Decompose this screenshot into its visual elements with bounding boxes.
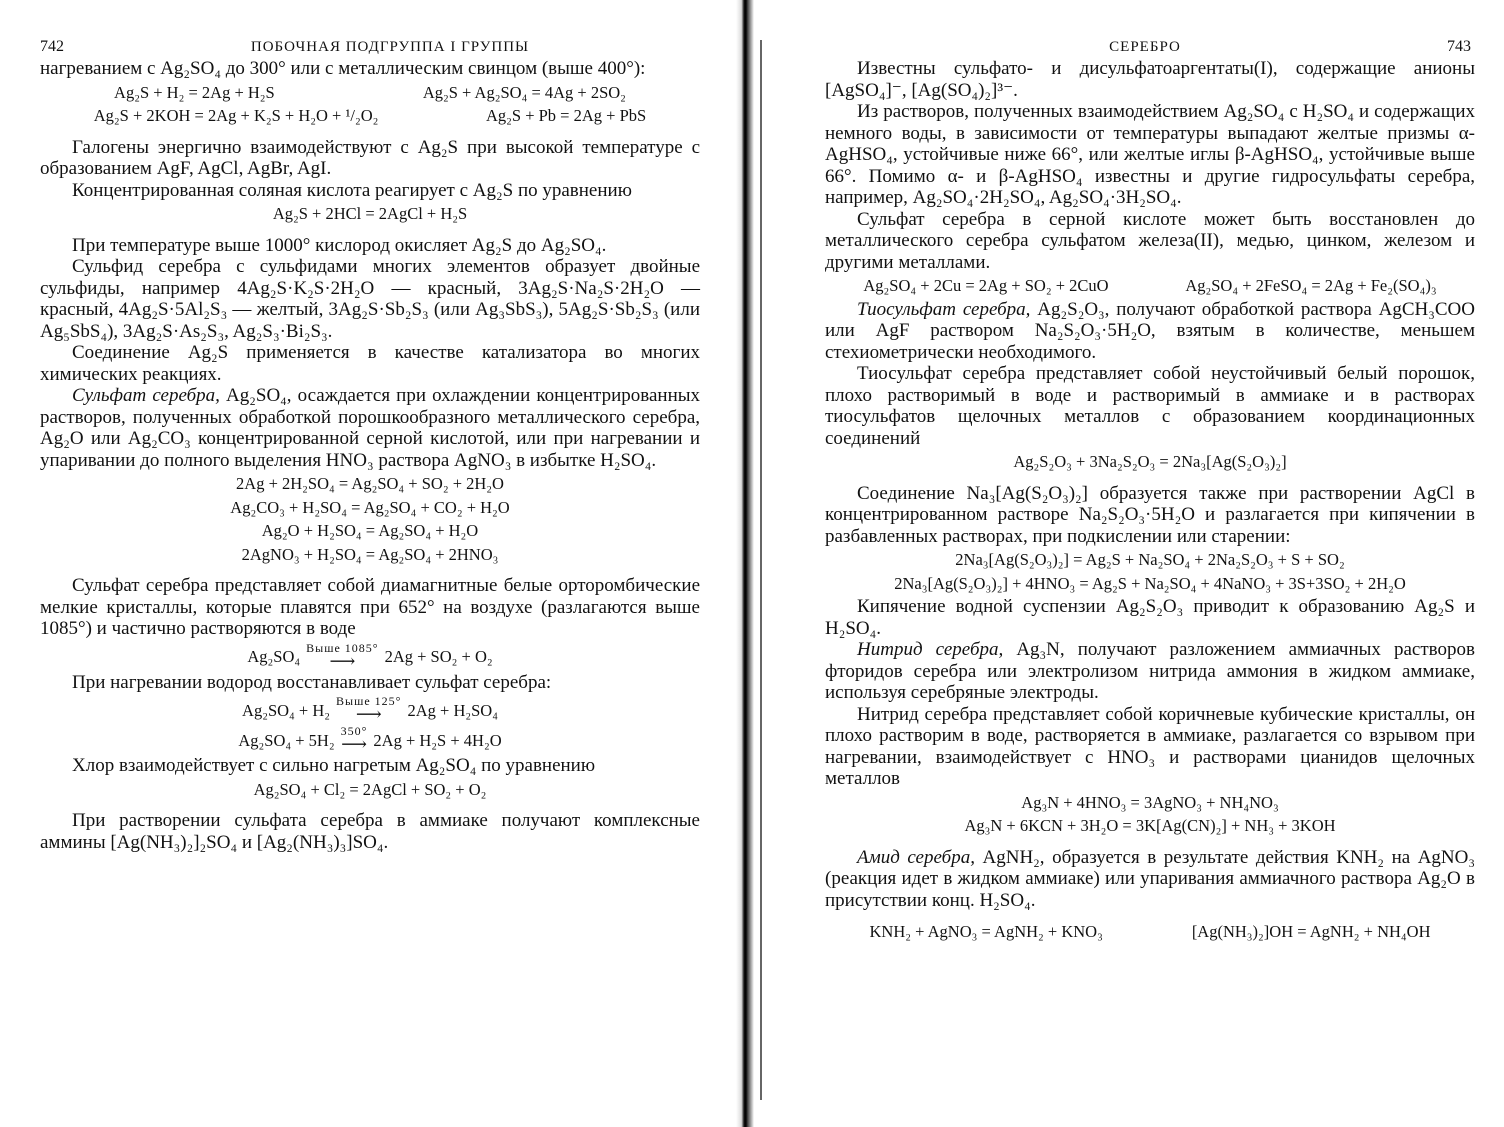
paragraph: Хлор взаимодействует с сильно нагретым Ag₂SO₄ по уравнению: [72, 755, 596, 776]
paragraph: При нагревании водород восстанавливает сульфат серебра:: [72, 671, 552, 693]
paragraph: нагреванием с Ag₂SO₄ до 300° или с металлическим свинцом (выше 400°):: [40, 58, 646, 79]
equation-right: 2Ag + H₂S + 4H₂O: [373, 730, 502, 750]
paragraph: Сульфат серебра в серной кислоте может быть восстановлен до металлического серебра сульфатом железа(II), медью, цинком, железом и другими металлами.: [825, 208, 1475, 273]
reaction-arrow: [306, 640, 379, 671]
paragraph: [825, 299, 1475, 364]
arrow-icon: ⟶: [329, 650, 356, 671]
equation-left: Ag₂SO₄ + H₂: [242, 700, 331, 720]
equation: 2Na₃[Ag(S₂O₃)₂] = Ag₂S + Na₂SO₄ + 2Na₂S₂O₃ + S + SO₂: [955, 550, 1345, 569]
paragraph: Кипячение водной суспензии Ag₂S₂O₃ приводит к образованию Ag₂S и H₂SO₄.: [825, 596, 1475, 639]
left-page: [40, 30, 700, 1127]
reaction-condition: 350°: [340, 724, 368, 738]
equation: KNH₂ + AgNO₃ = AgNH₂ + KNO₃: [869, 922, 1103, 941]
right-page: [825, 30, 1475, 1127]
equation: Ag₂S + H₂ = 2Ag + H₂S: [114, 82, 275, 102]
paragraph-text: Ag₃N, получают разложением аммиачных растворов фторидов серебра или электролизом нитрида аммония в жидком аммиаке, используя серебряные электроды.: [825, 639, 1475, 703]
paragraph: Тиосульфат серебра представляет собой неустойчивый белый порошок, плохо растворимый в воде и растворимый в аммиаке и в растворах тиосульфатов щелочных металлов с образованием координационных соединений: [825, 363, 1475, 449]
equation: Ag₂SO₄ + 2FeSO₄ = 2Ag + Fe₂(SO₄)₃: [1185, 276, 1437, 295]
equation-with-arrow: [40, 640, 700, 671]
equation: 2AgNO₃ + H₂SO₄ = Ag₂SO₄ + 2HNO₃: [241, 544, 499, 564]
paragraph: Концентрированная соляная кислота реагирует с Ag₂S по уравнению: [72, 179, 632, 201]
page-number: 743: [1447, 38, 1471, 55]
term: Нитрид серебра,: [857, 639, 1004, 660]
paragraph: [825, 639, 1475, 704]
equation: Ag₃N + 4HNO₃ = 3AgNO₃ + NH₄NO₃: [1021, 792, 1279, 812]
paragraph: Из растворов, полученных взаимодействием Ag₂SO₄ с H₂SO₄ и содержащих немного воды, в зависимости от температуры выпадают желтые призмы α-AgHSO₄, устойчивые ниже 66°, или желтые иглы β-AgHSO₄, устойчивые выше 66°. Помимо α- и β-AgHSO₄ известны и другие гидросульфаты серебра, например, Ag₂SO₄·2H₂SO₄, Ag₂SO₄·3H₂SO₄.: [825, 101, 1475, 208]
right-page-header: [825, 30, 1475, 58]
page-number: 742: [40, 38, 64, 55]
paragraph: Известны сульфато- и дисульфатоаргентаты(I), содержащие анионы [AgSO₄]⁻, [Ag(SO₄)₂]³⁻.: [825, 58, 1475, 101]
equation-with-arrow: [40, 694, 700, 724]
equation: Ag₂S + 2HCl = 2AgCl + H₂S: [272, 204, 468, 223]
paragraph-text: Ag₂S₂O₃, получают обработкой раствора AgCH₃COO или AgF раствором Na₂S₂O₃·5H₂O, взятым в количестве, меньшем стехиометрически необходимого.: [825, 298, 1475, 363]
running-head: ПОБОЧНАЯ ПОДГРУППА I ГРУППЫ: [250, 39, 530, 55]
paragraph: [40, 385, 700, 471]
paragraph: Галогены энергично взаимодействуют с Ag₂S при высокой температуре с образованием AgF, AgCl, AgBr, AgI.: [40, 136, 700, 179]
equation: Ag₃N + 6KCN + 3H₂O = 3K[Ag(CN)₂] + NH₃ + 3KOH: [964, 816, 1336, 835]
term: Тиосульфат серебра,: [857, 298, 1031, 320]
paragraph: Соединение Ag₂S применяется в качестве катализатора во многих химических реакциях.: [40, 342, 700, 385]
term: Амид серебра,: [857, 846, 975, 868]
paragraph: Соединение Na₃[Ag(S₂O₃)₂] образуется также при растворении AgCl в концентрированном растворе Na₂S₂O₃·5H₂O и разлагается при кипячении в разбавленных растворах, при подкислении или старении:: [825, 482, 1475, 547]
page-edge-line: [760, 40, 762, 1100]
running-head: СЕРЕБРО: [1109, 39, 1181, 55]
equation-right: 2Ag + SO₂ + O₂: [384, 647, 493, 666]
equation: Ag₂S + 2KOH = 2Ag + K₂S + H₂O + ¹/₂O₂: [93, 106, 379, 125]
equation: Ag₂S₂O₃ + 3Na₂S₂O₃ = 2Na₃[Ag(S₂O₃)₂]: [1013, 452, 1287, 471]
arrow-icon: ⟶: [355, 704, 382, 724]
paragraph: При растворении сульфата серебра в аммиаке получают комплексные аммины [Ag(NH₃)₂]₂SO₄ и [Ag₂(NH₃)₃]SO₄.: [40, 810, 700, 853]
reaction-arrow: [336, 694, 402, 724]
reaction-condition: Выше 125°: [336, 694, 402, 708]
paragraph: Нитрид серебра представляет собой коричневые кубические кристаллы, он плохо растворим в воде, растворяется в аммиаке, разлагается со взрывом при нагревании, взаимодействует с HNO₃ и растворами цианидов щелочных металлов: [825, 703, 1475, 789]
book-spine: [736, 0, 754, 1127]
equation: [Ag(NH₃)₂]OH = AgNH₂ + NH₄OH: [1191, 922, 1431, 941]
equation-with-arrow: [40, 724, 700, 754]
reaction-arrow: [340, 724, 368, 754]
equation: 2Na₃[Ag(S₂O₃)₂] + 4HNO₃ = Ag₂S + Na₂SO₄ + 4NaNO₃ + 3S+3SO₂ + 2H₂O: [894, 573, 1406, 593]
equation: Ag₂SO₄ + Cl₂ = 2AgCl + SO₂ + O₂: [253, 779, 487, 799]
equation: Ag₂S + Pb = 2Ag + PbS: [485, 106, 647, 125]
equation: Ag₂S + Ag₂SO₄ = 4Ag + 2SO₂: [422, 82, 626, 102]
equation-row: [40, 82, 700, 104]
equation-right: 2Ag + H₂SO₄: [407, 700, 498, 720]
arrow-icon: ⟶: [341, 734, 367, 754]
paragraph: Сульфид серебра с сульфидами многих элементов образует двойные сульфиды, например 4Ag₂S·K₂S·2H₂O — красный, 3Ag₂S·Na₂S·2H₂O — красный, 4Ag₂S·5Al₂S₃ — желтый, 3Ag₂S·Sb₂S₃ (или Ag₃SbS₃), 5Ag₂S·Sb₂S₃ (или Ag₅SbS₄), 3Ag₂S·As₂S₃, Ag₂S₃·Bi₂S₃.: [40, 256, 700, 342]
equation: 2Ag + 2H₂SO₄ = Ag₂SO₄ + SO₂ + 2H₂O: [236, 474, 504, 493]
paragraph: При температуре выше 1000° кислород окисляет Ag₂S до Ag₂SO₄.: [72, 234, 607, 256]
paragraph-text: Ag₂SO₄, осаждается при охлаждении концентрированных растворов, полученных обработкой порошкообразного металлического серебра, Ag₂O или Ag₂CO₃ концентрированной серной кислотой, или при нагревании и упаривании до полного выделения HNO₃ раствора AgNO₃ в избытке H₂SO₄.: [40, 385, 700, 471]
paragraph: Сульфат серебра представляет собой диамагнитные белые орторомбические мелкие кристаллы, которые плавятся при 652° на воздухе (разлагаются выше 1085°) и частично растворяются в воде: [40, 575, 700, 639]
equation-row: [825, 921, 1475, 943]
equation: Ag₂CO₃ + H₂SO₄ = Ag₂SO₄ + CO₂ + H₂O: [230, 497, 510, 517]
equation-row: [40, 105, 700, 127]
equation-left: Ag₂SO₄ + 5H₂: [238, 730, 335, 750]
left-page-header: [40, 30, 700, 58]
equation: Ag₂SO₄ + 2Cu = 2Ag + SO₂ + 2CuO: [863, 276, 1109, 295]
equation-left: Ag₂SO₄: [247, 647, 301, 666]
term: Сульфат серебра,: [72, 385, 220, 406]
paragraph-text: AgNH₂, образуется в результате действия KNH₂ на AgNO₃ (реакция идет в жидком аммиаке) или упаривания аммиачного раствора Ag₂O в присутствии конц. H₂SO₄.: [825, 846, 1475, 911]
paragraph: [825, 847, 1475, 912]
equation-row: [825, 275, 1475, 297]
reaction-condition: Выше 1085°: [306, 640, 379, 655]
equation: Ag₂O + H₂SO₄ = Ag₂SO₄ + H₂O: [261, 521, 479, 540]
